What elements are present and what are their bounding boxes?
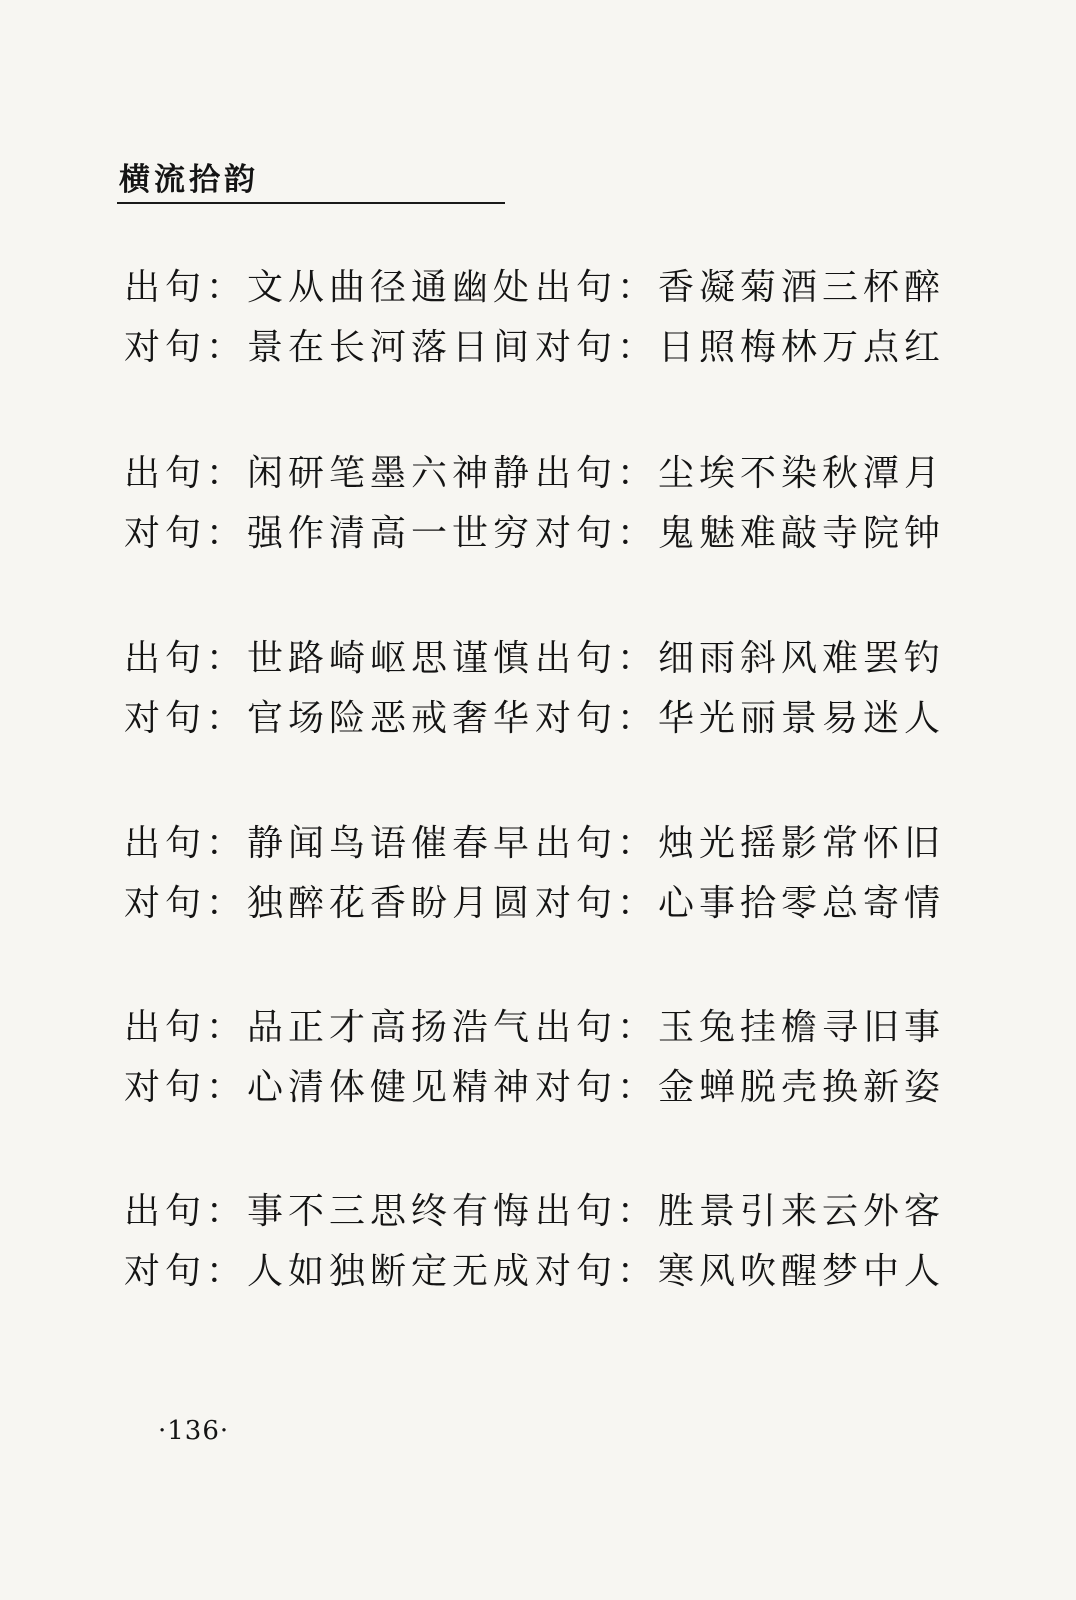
couplet-line: 对句：鬼魅难敲寺院钟 [535, 513, 946, 554]
couplet-line: 对句：寒风吹醒梦中人 [535, 1251, 946, 1292]
couplet-line: 出句：胜景引来云外客 [535, 1191, 946, 1232]
couplet-line: 对句：官场险恶戒奢华 [124, 698, 535, 739]
couplet-line: 对句：景在长河落日间 [124, 327, 535, 368]
couplet-line: 对句：华光丽景易迷人 [535, 698, 946, 739]
couplet-line: 对句：心事拾零总寄情 [535, 883, 946, 924]
couplet-line: 对句：强作清高一世穷 [124, 513, 535, 554]
couplet-line: 出句：烛光摇影常怀旧 [535, 823, 946, 864]
couplet-line: 对句：独醉花香盼月圆 [124, 883, 535, 924]
couplet-line: 出句：世路崎岖思谨慎 [124, 638, 535, 679]
page-number: ·136· [158, 1416, 230, 1446]
couplet-line: 对句：日照梅林万点红 [535, 327, 946, 368]
couplet-line: 对句：心清体健见精神 [124, 1067, 535, 1108]
couplet-line: 出句：尘埃不染秋潭月 [535, 453, 946, 494]
running-header: 横流拾韵 [119, 162, 259, 198]
couplet-line: 出句：事不三思终有悔 [124, 1191, 535, 1232]
couplet-line: 出句：香凝菊酒三杯醉 [535, 267, 946, 308]
header-rule [117, 202, 505, 204]
couplet-line: 出句：闲研笔墨六神静 [124, 453, 535, 494]
couplet-line: 对句：金蝉脱壳换新姿 [535, 1067, 946, 1108]
couplet-line: 出句：文从曲径通幽处 [124, 267, 535, 308]
couplet-line: 出句：细雨斜风难罢钓 [535, 638, 946, 679]
couplet-line: 出句：玉兔挂檐寻旧事 [535, 1007, 946, 1048]
couplet-line: 出句：品正才高扬浩气 [124, 1007, 535, 1048]
couplet-line: 对句：人如独断定无成 [124, 1251, 535, 1292]
couplet-line: 出句：静闻鸟语催春早 [124, 823, 535, 864]
